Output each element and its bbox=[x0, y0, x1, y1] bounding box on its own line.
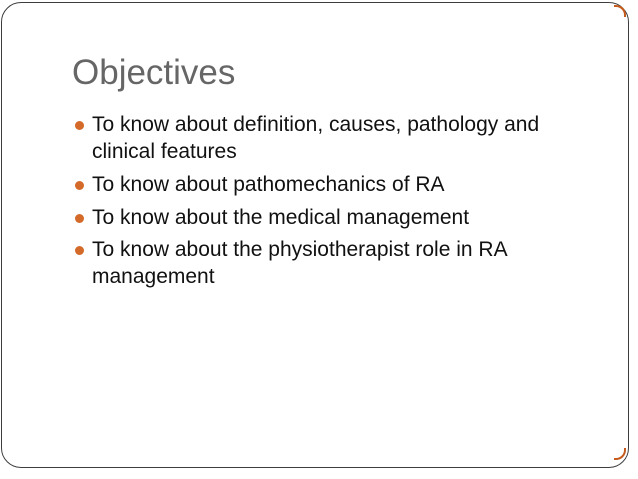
corner-accent-top bbox=[614, 5, 626, 17]
objectives-list bbox=[72, 111, 592, 296]
bullet-dot-icon bbox=[75, 121, 84, 130]
bullet-dot-icon bbox=[75, 214, 84, 223]
bullet-dot-icon bbox=[75, 246, 84, 255]
corner-accent-bottom bbox=[614, 448, 626, 460]
bullet-item bbox=[72, 111, 592, 165]
bullet-text: To know about definition, causes, pathology and clinical features bbox=[92, 113, 540, 163]
bullet-item bbox=[72, 171, 592, 198]
bullet-dot-icon bbox=[75, 181, 84, 190]
bullet-text: To know about pathomechanics of RA bbox=[92, 173, 445, 196]
bullet-item bbox=[72, 236, 592, 290]
bullet-text: To know about the medical management bbox=[92, 206, 470, 229]
bullet-text: To know about the physiotherapist role in RA management bbox=[92, 238, 507, 288]
bullet-item bbox=[72, 204, 592, 231]
slide-title: Objectives bbox=[72, 53, 236, 92]
slide-frame bbox=[1, 2, 629, 468]
